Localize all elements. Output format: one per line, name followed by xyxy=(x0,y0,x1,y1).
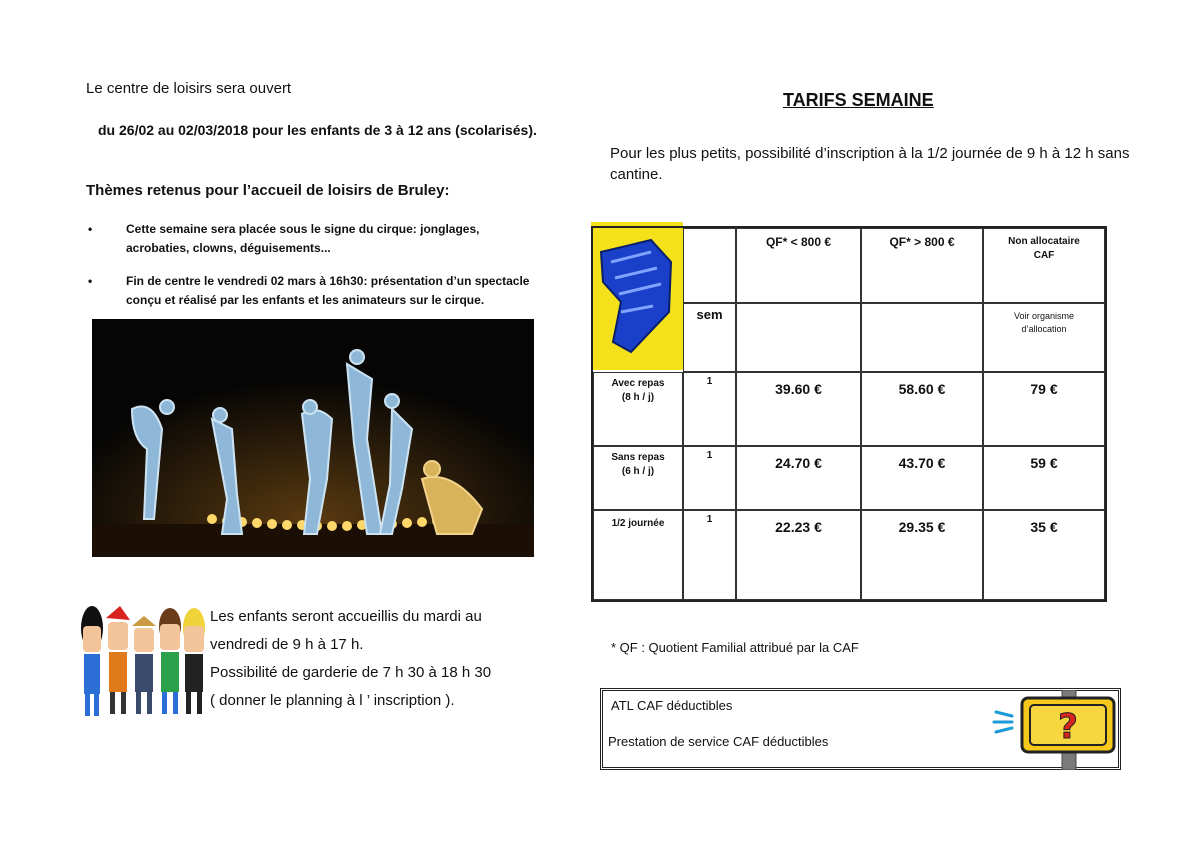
header-qf-high: QF* > 800 € xyxy=(889,235,955,249)
question-sign-icon xyxy=(992,690,1122,770)
row-label: Sans repas xyxy=(611,452,665,463)
table-cell xyxy=(683,228,736,303)
intro-line1: Le centre de loisirs sera ouvert xyxy=(86,80,292,97)
table-cell xyxy=(861,372,983,446)
table-cell xyxy=(861,303,983,372)
table-cell xyxy=(736,303,861,372)
hours-line-1: Les enfants seront accueillis du mardi au vendredi de 9 h à 17 h. xyxy=(210,608,482,653)
table-cell xyxy=(683,303,736,372)
theme-bullet-text: Fin de centre le vendredi 02 mars à 16h30: présentation d’un spectacle conçu et réalisé par les enfants et les animateurs sur le cirque. xyxy=(126,274,530,307)
row-label-cell xyxy=(593,372,683,446)
hours-line-3: ( donner le planning à l ’ inscription ). xyxy=(210,692,455,709)
question-mark: ? xyxy=(1058,707,1078,747)
half-day-info: Pour les plus petits, possibilité d’inscription à la 1/2 journée de 9 h à 12 h sans cantine. xyxy=(610,145,1130,183)
price-qf-low: 22.23 € xyxy=(775,519,822,535)
row-qty: 1 xyxy=(706,376,713,387)
bullet-dot: • xyxy=(88,222,93,236)
header-non-allocataire: Non allocataire CAF xyxy=(1008,236,1080,261)
table-header-cell xyxy=(736,228,861,303)
row-label: Avec repas xyxy=(611,378,665,389)
table-cell xyxy=(983,510,1105,600)
unit-label: sem xyxy=(696,307,723,322)
table-cell xyxy=(983,446,1105,510)
header-qf-low: QF* < 800 € xyxy=(765,235,832,249)
bullet-dot: • xyxy=(88,274,93,288)
price-qf-high: 58.60 € xyxy=(898,381,946,397)
caf-line-1: ATL CAF déductibles xyxy=(611,698,733,713)
price-qf-high: 29.35 € xyxy=(898,519,946,535)
children-illustration xyxy=(80,598,208,720)
pricing-table xyxy=(591,226,1107,602)
table-cell xyxy=(861,446,983,510)
row-qty: 1 xyxy=(706,450,713,461)
price-non-allocataire: 35 € xyxy=(1030,519,1058,535)
hours-line-2: Possibilité de garderie de 7 h 30 à 18 h 30 xyxy=(210,664,492,681)
price-qf-high: 43.70 € xyxy=(898,455,946,471)
themes-title: Thèmes retenus pour l’accueil de loisirs de Bruley: xyxy=(86,182,450,199)
qf-footnote: * QF : Quotient Familial attribué par la CAF xyxy=(611,640,859,655)
row-sub-label: (8 h / j) xyxy=(621,392,655,403)
tarifs-title: TARIFS SEMAINE xyxy=(783,90,934,110)
row-sub-label: (6 h / j) xyxy=(621,466,655,477)
row-label-cell xyxy=(593,510,683,600)
caf-line-2: Prestation de service CAF déductibles xyxy=(608,734,829,749)
table-cell xyxy=(683,372,736,446)
table-cell xyxy=(736,510,861,600)
circus-photo xyxy=(92,319,534,557)
price-non-allocataire: 79 € xyxy=(1030,381,1058,397)
price-qf-low: 24.70 € xyxy=(775,455,822,471)
row-label: 1/2 journée xyxy=(611,518,665,529)
row-label-cell xyxy=(593,446,683,510)
table-cell xyxy=(983,303,1105,372)
table-cell xyxy=(736,446,861,510)
table-cell xyxy=(683,510,736,600)
price-non-allocataire: 59 € xyxy=(1030,455,1058,471)
table-header-cell xyxy=(983,228,1105,303)
allocation-note: Voir organisme d’allocation xyxy=(1013,311,1075,334)
table-cell xyxy=(861,510,983,600)
table-cell xyxy=(983,372,1105,446)
table-cell xyxy=(736,372,861,446)
table-header-cell xyxy=(861,228,983,303)
hours-info xyxy=(210,603,540,715)
price-qf-low: 39.60 € xyxy=(775,381,822,397)
theme-bullet-text: Cette semaine sera placée sous le signe du cirque: jonglages, acrobaties, clowns, déguisements... xyxy=(126,222,480,255)
table-cell xyxy=(683,446,736,510)
row-qty: 1 xyxy=(706,514,713,525)
opening-dates: du 26/02 au 02/03/2018 pour les enfants de 3 à 12 ans (scolarisés). xyxy=(98,122,537,138)
